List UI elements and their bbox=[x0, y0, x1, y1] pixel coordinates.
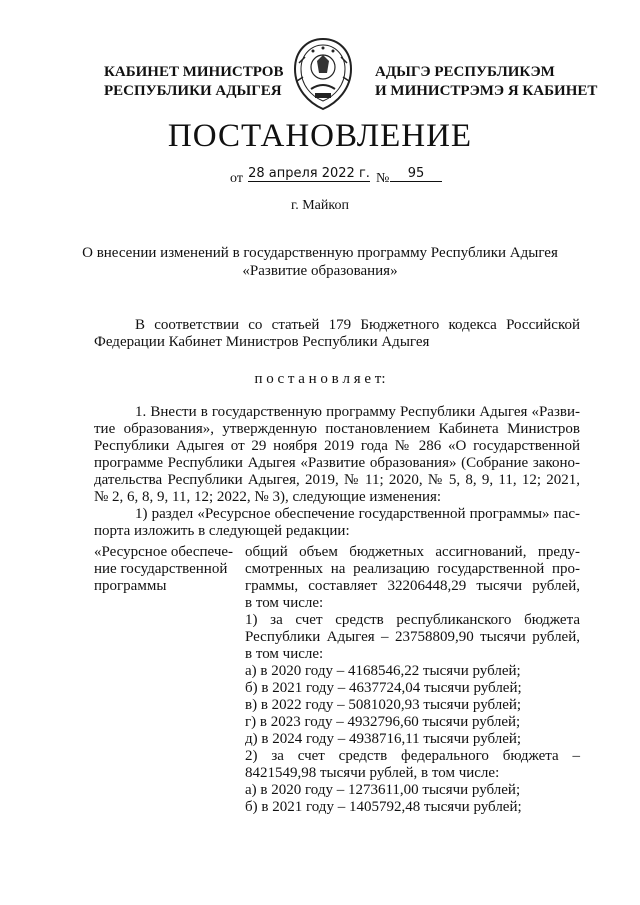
resolves-heading: п о с т а н о в л я е т: bbox=[254, 371, 386, 387]
header-left bbox=[104, 63, 283, 101]
subject-line-1: О внесении изменений в государственную программу Республики Адыгея bbox=[82, 245, 558, 261]
item-1-line: 1) раздел «Ресурсное обеспечение государственной программы» пас- bbox=[135, 506, 580, 522]
table-left-line: программы bbox=[94, 578, 167, 594]
header-right-line-2: И МИНИСТРЭМЭ Я КАБИНЕТ bbox=[375, 83, 598, 99]
table-right-line: смотренных на реализацию государственной про- bbox=[245, 561, 580, 577]
item-1 bbox=[94, 404, 580, 540]
table-left-line: ние государственной bbox=[94, 561, 228, 577]
table-right-line: 8421549,98 тысячи рублей, в том числе: bbox=[245, 765, 500, 781]
table-right-column bbox=[245, 544, 580, 816]
document-date: 28 апреля 2022 г. bbox=[248, 166, 370, 181]
header-left-line-1: КАБИНЕТ МИНИСТРОВ bbox=[104, 64, 284, 80]
header-right-line-1: АДЫГЭ РЕСПУБЛИКЭМ bbox=[375, 64, 555, 80]
preamble bbox=[94, 317, 580, 351]
number-prefix: № bbox=[376, 171, 390, 186]
item-1-line: порта изложить в следующей редакции: bbox=[94, 523, 350, 539]
preamble-line-2: Федерации Кабинет Министров Республики Адыгея bbox=[94, 334, 430, 350]
table-right-line: д) в 2024 году – 4938716,11 тысячи рублей; bbox=[245, 731, 522, 747]
table-right-line: в) в 2022 году – 5081020,93 тысячи рублей; bbox=[245, 697, 522, 713]
table-right-line: б) в 2021 году – 1405792,48 тысячи рублей; bbox=[245, 799, 522, 815]
header-right bbox=[375, 63, 597, 101]
table-right-line: граммы, составляет 32206448,29 тысячи рублей, bbox=[245, 578, 580, 594]
table-right-line: а) в 2020 году – 4168546,22 тысячи рублей; bbox=[245, 663, 521, 679]
item-1-line: 1. Внести в государственную программу Республики Адыгея «Разви- bbox=[135, 404, 580, 420]
item-1-line: дательства Республики Адыгея, 2019, № 11; 2020, № 5, 8, 9, 11, 12; 2021, bbox=[94, 472, 580, 488]
table-right-line: 2) за счет средств федерального бюджета – bbox=[245, 748, 580, 764]
date-prefix: от bbox=[230, 171, 243, 186]
header-left-line-2: РЕСПУБЛИКИ АДЫГЕЯ bbox=[104, 83, 282, 99]
item-1-line: Республики Адыгея от 29 ноября 2019 года № 286 «О государственной bbox=[94, 438, 580, 454]
city: г. Майкоп bbox=[291, 198, 349, 213]
table-right-line: 1) за счет средств республиканского бюджета bbox=[245, 612, 580, 628]
adygea-coat-of-arms-icon bbox=[291, 37, 355, 111]
item-1-line: тие образования», утвержденную постановлением Кабинета Министров bbox=[94, 421, 580, 437]
table-right-line: б) в 2021 году – 4637724,04 тысячи рублей; bbox=[245, 680, 522, 696]
item-1-line: программе Республики Адыгея «Развитие образования» (Собрание законо- bbox=[94, 455, 580, 471]
table-right-line: а) в 2020 году – 1273611,00 тысячи рублей; bbox=[245, 782, 521, 798]
table-right-line: в том числе: bbox=[245, 595, 324, 611]
table-right-line: общий объем бюджетных ассигнований, преду- bbox=[245, 544, 580, 560]
table-right-line: Республики Адыгея – 23758809,90 тысячи рублей, bbox=[245, 629, 580, 645]
table-left-column bbox=[94, 544, 233, 595]
document-number: 95 bbox=[390, 166, 442, 182]
table-left-line: «Ресурсное обеспече- bbox=[94, 544, 234, 560]
table-right-line: в том числе: bbox=[245, 646, 324, 662]
item-1-line: № 2, 6, 8, 9, 11, 12; 2022, № 3), следующие изменения: bbox=[94, 489, 442, 505]
document-title: ПОСТАНОВЛЕНИЕ bbox=[167, 118, 473, 154]
document-subject bbox=[0, 244, 640, 280]
table-right-line: г) в 2023 году – 4932796,60 тысячи рублей; bbox=[245, 714, 521, 730]
preamble-line-1: В соответствии со статьей 179 Бюджетного кодекса Российской bbox=[135, 317, 580, 333]
subject-line-2: «Развитие образования» bbox=[242, 263, 398, 279]
